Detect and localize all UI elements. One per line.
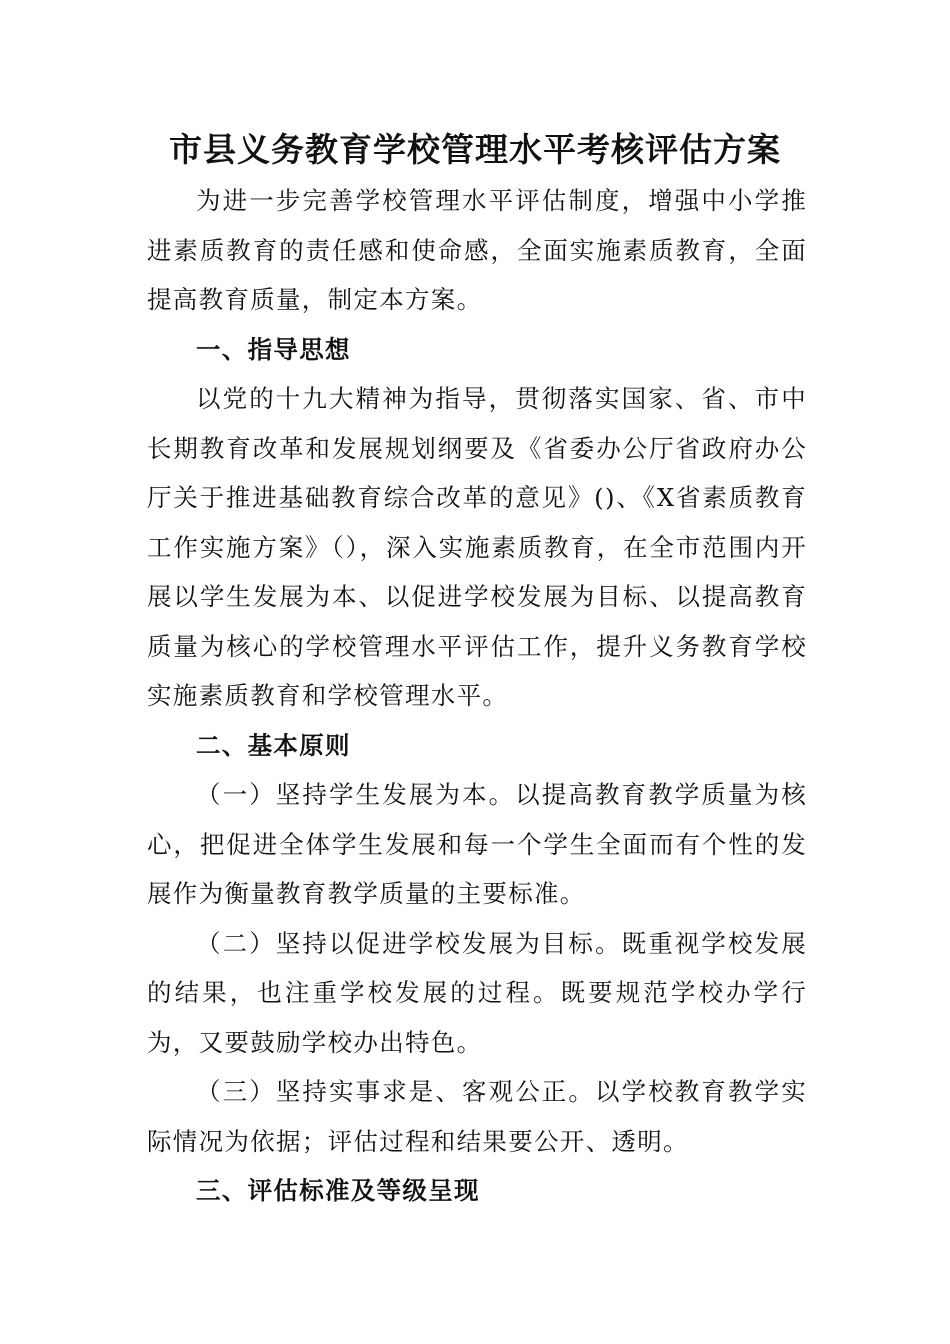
- principle-paragraph-2: （二）坚持以促进学校发展为目标。既重视学校发展的结果，也注重学校发展的过程。既要规范学校办学行为，又要鼓励学校办出特色。: [147, 928, 807, 1057]
- principle-paragraph-3: （三）坚持实事求是、客观公正。以学校教育教学实际情况为依据；评估过程和结果要公开、透明。: [147, 1077, 807, 1156]
- document-body: [147, 176, 807, 1216]
- principle-paragraph-1: （一）坚持学生发展为本。以提高教育教学质量为核心，把促进全体学生发展和每一个学生全面而有个性的发展作为衡量教育教学质量的主要标准。: [147, 780, 807, 908]
- section-heading-evaluation-standards: 三、评估标准及等级呈现: [196, 1176, 480, 1205]
- section-heading-guiding-ideology: 一、指导思想: [196, 334, 351, 364]
- document-title: 市县义务教育学校管理水平考核评估方案: [169, 130, 781, 169]
- guiding-ideology-paragraph: 以党的十九大精神为指导，贯彻落实国家、省、市中长期教育改革和发展规划纲要及《省委办公厅省政府办公厅关于推进基础教育综合改革的意见》()、《X省素质教育工作实施方案》（），深入实施素质教育，在全市范围内开展以学生发展为本、以促进学校发展为目标、以提高教育质量为核心的学校管理水平评估工作，提升义务教育学校实施素质教育和学校管理水平。: [147, 384, 807, 710]
- section-heading-basic-principles: 二、基本原则: [196, 730, 351, 760]
- intro-paragraph: 为进一步完善学校管理水平评估制度，增强中小学推进素质教育的责任感和使命感，全面实施素质教育，全面提高教育质量，制定本方案。: [147, 186, 807, 314]
